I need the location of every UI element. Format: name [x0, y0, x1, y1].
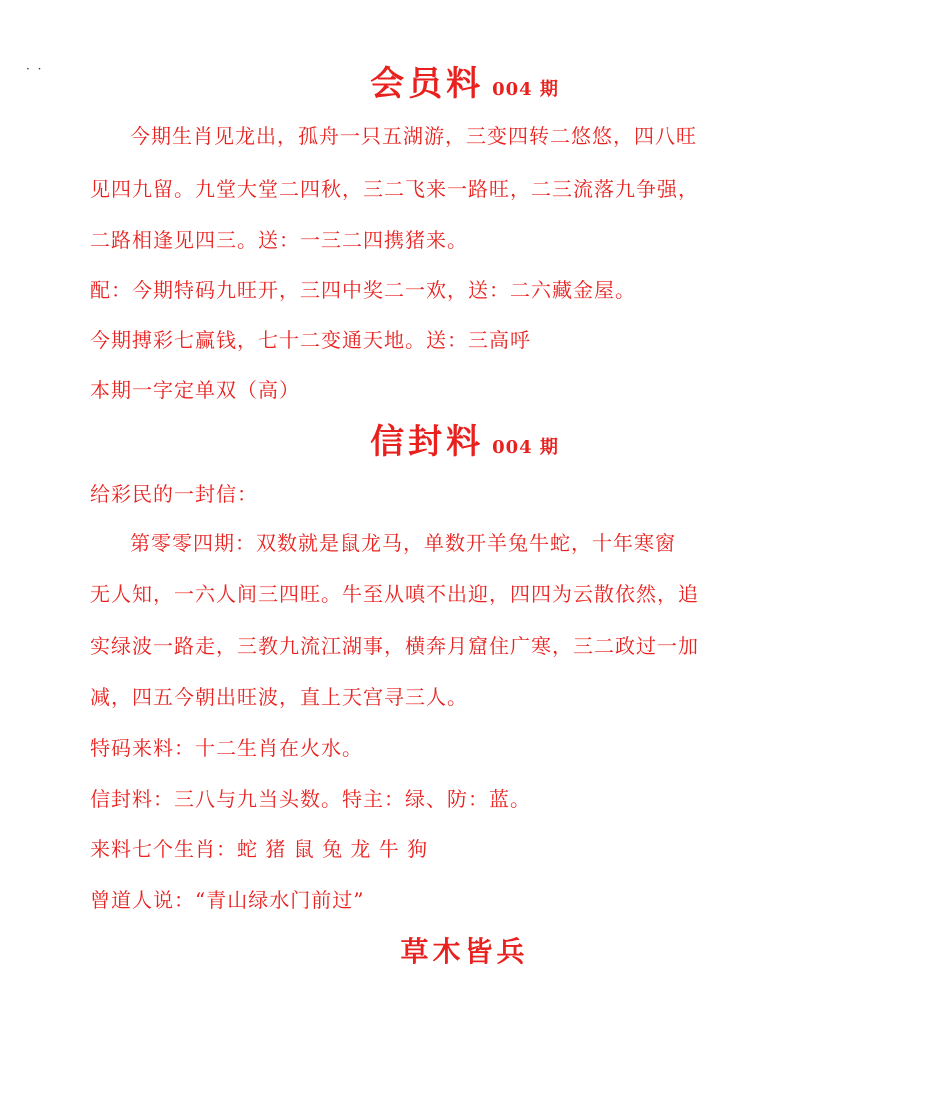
envelope-line: 实绿波一路走，三教九流江湖事，横奔月窟住广寒，三二政过一加 [90, 634, 699, 658]
envelope-line: 第零零四期：双数就是鼠龙马，单数开羊兔牛蛇，十年寒窗 [130, 531, 676, 555]
member-line: 配：今期特码九旺开，三四中奖二一欢，送：二六藏金屋。 [90, 278, 636, 302]
envelope-line: 减，四五今朝出旺波，直上天宫寻三人。 [90, 685, 468, 709]
scan-dots: · · [26, 62, 44, 76]
member-line: 二路相逢见四三。送：一三二四携猪来。 [90, 228, 468, 252]
envelope-line: 无人知，一六人间三四旺。牛至从嗔不出迎，四四为云散依然，追 [90, 582, 699, 606]
envelope-line: 信封料：三八与九当头数。特主：绿、防：蓝。 [90, 787, 531, 811]
envelope-line: 特码来料：十二生肖在火水。 [90, 736, 363, 760]
footer-slogan: 草木皆兵 [400, 935, 529, 968]
envelope-issue: 004 期 [492, 437, 559, 458]
envelope-line: 来料七个生肖：蛇 猪 鼠 兔 龙 牛 狗 [90, 837, 429, 861]
member-title: 会员料 [370, 64, 485, 104]
member-line: 今期生肖见龙出，孤舟一只五湖游，三变四转二悠悠，四八旺 [130, 124, 697, 148]
envelope-section-title [0, 414, 929, 463]
envelope-line: 给彩民的一封信： [90, 482, 258, 506]
member-line: 见四九留。九堂大堂二四秋，三二飞来一路旺，二三流落九争强， [90, 177, 699, 201]
member-section-title [0, 56, 929, 105]
member-line: 今期搏彩七赢钱，七十二变通天地。送：三高呼 [90, 328, 531, 352]
member-line: 本期一字定单双（高） [90, 378, 300, 402]
member-issue: 004 期 [492, 79, 559, 100]
envelope-title: 信封料 [370, 422, 485, 462]
envelope-line: 曾道人说：“青山绿水门前过” [90, 888, 365, 912]
